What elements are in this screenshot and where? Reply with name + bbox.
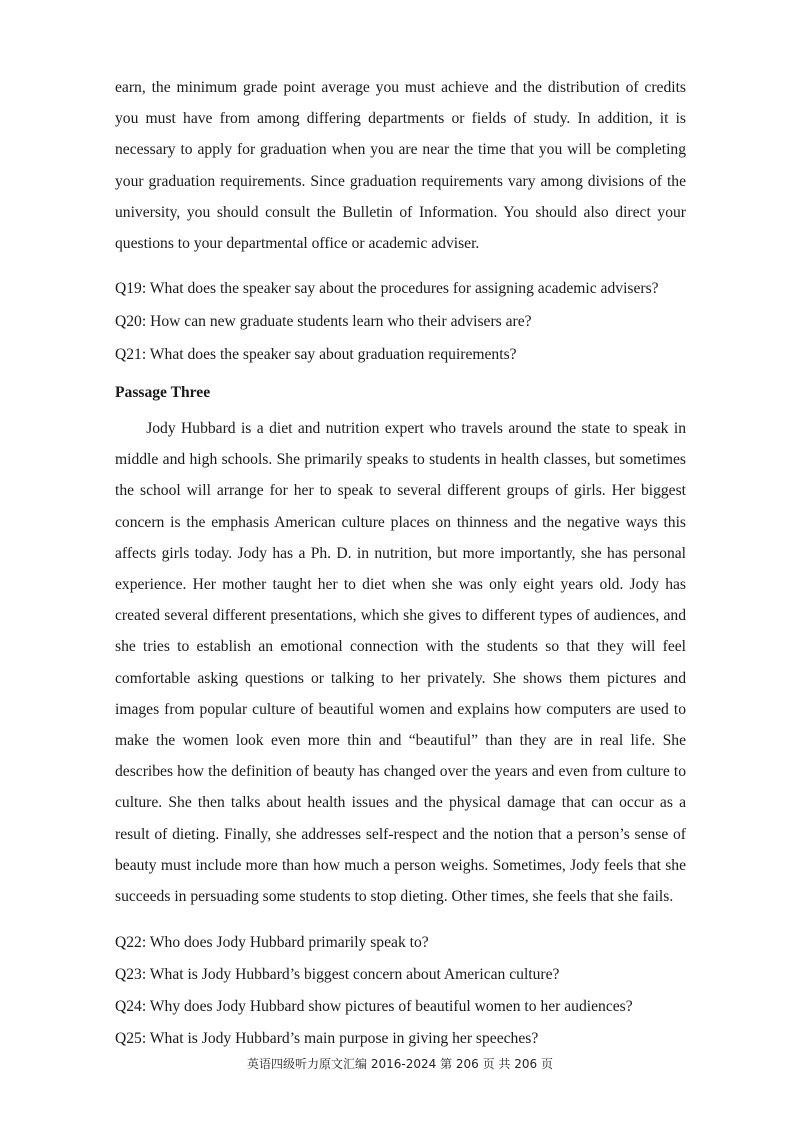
question-24: Q24: Why does Jody Hubbard show pictures of beautiful women to her audiences? [115, 998, 633, 1015]
page-footer: 英语四级听力原文汇编 2016-2024 第 206 页 共 206 页 [247, 1057, 553, 1071]
question-20: Q20: How can new graduate students learn who their advisers are? [115, 313, 532, 330]
question-22: Q22: Who does Jody Hubbard primarily speak to? [115, 934, 429, 951]
question-21: Q21: What does the speaker say about graduation requirements? [115, 346, 517, 363]
passage-three-body: Jody Hubbard is a diet and nutrition expert who travels around the state to speak in middle and high schools. She primarily speaks to students in health classes, but sometimes the school will arrange for her to speak to several different groups of girls. Her biggest concern is the emphasis American culture places on thinness and the negative ways this affects girls today. Jody has a Ph. D. in nutrition, but more importantly, she has personal experience. Her mother taught her to diet when she was only eight years old. Jody has created several different presentations, which she gives to different types of audiences, and she tries to establish an emotional connection with the students so that they will feel comfortable asking questions or talking to her privately. She shows them pictures and images from popular culture of beautiful women and explains how computers are used to make the women look even more thin and “beautiful” than they are in real life. She describes how the definition of beauty has changed over the years and even from culture to culture. She then talks about health issues and the physical damage that can occur as a result of dieting. Finally, she addresses self-respect and the notion that a person’s sense of beauty must include more than how much a person weighs. Sometimes, Jody feels that she succeeds in persuading some students to stop dieting. Other times, she feels that she fails. [115, 420, 686, 906]
question-23: Q23: What is Jody Hubbard’s biggest concern about American culture? [115, 966, 560, 983]
passage-three-heading: Passage Three [115, 384, 211, 401]
passage-two-continuation: earn, the minimum grade point average you must achieve and the distribution of credits you must have from among differing departments or fields of study. In addition, it is necessary to apply for graduation when you are near the time that you will be completing your graduation requirements. Since graduation requirements vary among divisions of the university, you should consult the Bulletin of Information. You should also direct your questions to your departmental office or academic adviser. [115, 79, 686, 253]
question-19: Q19: What does the speaker say about the procedures for assigning academic advisers? [115, 280, 659, 297]
question-25: Q25: What is Jody Hubbard’s main purpose in giving her speeches? [115, 1030, 539, 1047]
